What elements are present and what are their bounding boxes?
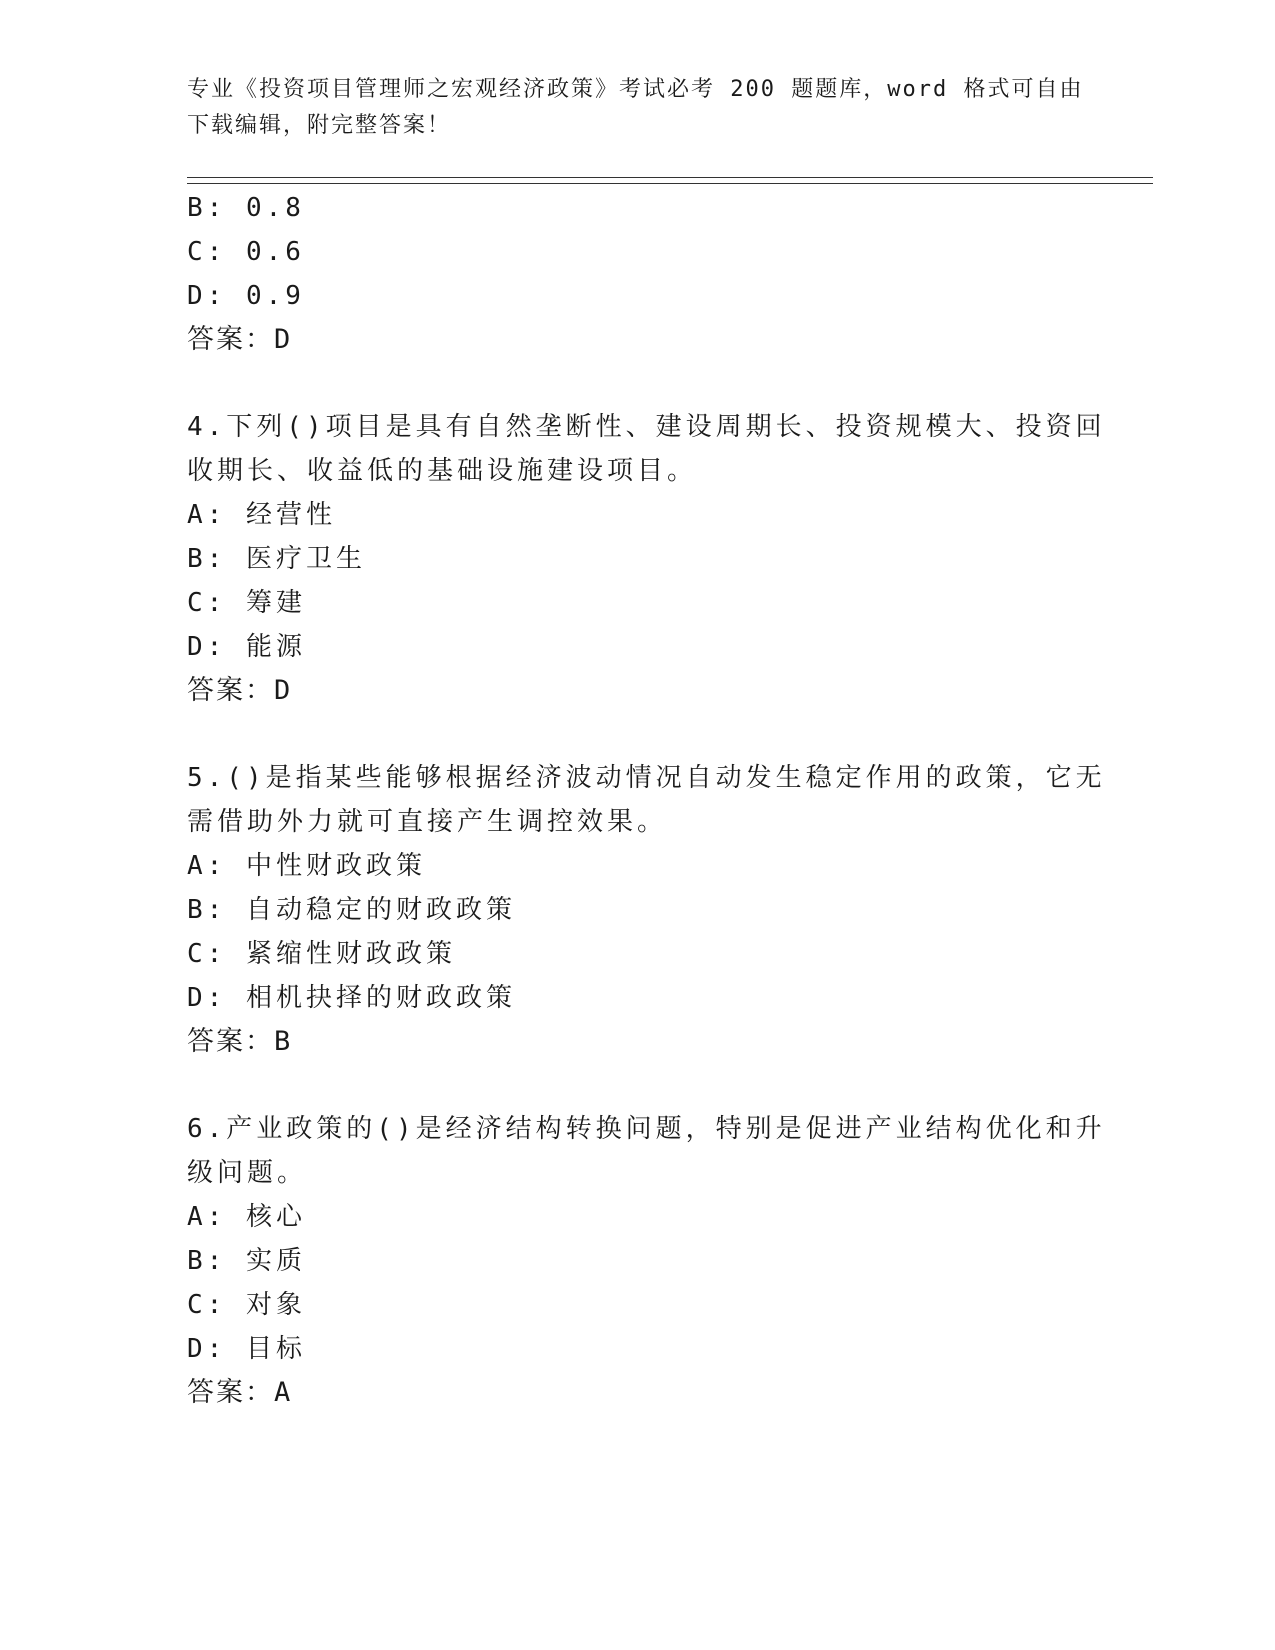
q6-option-a: A: 核心 <box>187 1202 306 1232</box>
q5-stem-line-2: 需借助外力就可直接产生调控效果。 <box>187 807 668 837</box>
q6-option-c: C: 对象 <box>187 1290 306 1320</box>
q4-option-a: A: 经营性 <box>187 500 336 530</box>
header-line-2: 下载编辑，附完整答案！ <box>187 113 452 138</box>
header-divider-top <box>187 177 1153 178</box>
q4-option-c: C: 筹建 <box>187 588 306 618</box>
q3-option-b: B: 0.8 <box>187 193 305 223</box>
q6-answer: 答案：A <box>187 1377 293 1408</box>
q3-answer: 答案：D <box>187 324 293 355</box>
q4-option-b: B: 医疗卫生 <box>187 544 366 574</box>
q5-option-c: C: 紧缩性财政政策 <box>187 939 456 969</box>
q5-answer: 答案：B <box>187 1026 293 1057</box>
q3-option-d: D: 0.9 <box>187 281 305 311</box>
q6-stem-line-1: 6.产业政策的()是经济结构转换问题，特别是促进产业结构优化和升 <box>187 1114 1106 1144</box>
document-header <box>187 72 1087 144</box>
q4-option-d: D: 能源 <box>187 632 306 662</box>
q5-option-d: D: 相机抉择的财政政策 <box>187 983 516 1013</box>
q5-stem-line-1: 5.()是指某些能够根据经济波动情况自动发生稳定作用的政策，它无 <box>187 763 1106 793</box>
q6-option-b: B: 实质 <box>187 1246 306 1276</box>
q4-stem-line-1: 4.下列()项目是具有自然垄断性、建设周期长、投资规模大、投资回 <box>187 412 1106 442</box>
q4-stem-line-2: 收期长、收益低的基础设施建设项目。 <box>187 456 698 486</box>
q6-stem-line-2: 级问题。 <box>187 1158 308 1188</box>
header-line-1: 专业《投资项目管理师之宏观经济政策》考试必考 200 题题库，word 格式可自由 <box>187 77 1084 102</box>
q6-option-d: D: 目标 <box>187 1334 306 1364</box>
q5-option-b: B: 自动稳定的财政政策 <box>187 895 516 925</box>
q5-option-a: A: 中性财政政策 <box>187 851 426 881</box>
header-divider-bottom <box>187 183 1153 184</box>
q3-option-c: C: 0.6 <box>187 237 305 267</box>
q4-answer: 答案：D <box>187 675 293 706</box>
